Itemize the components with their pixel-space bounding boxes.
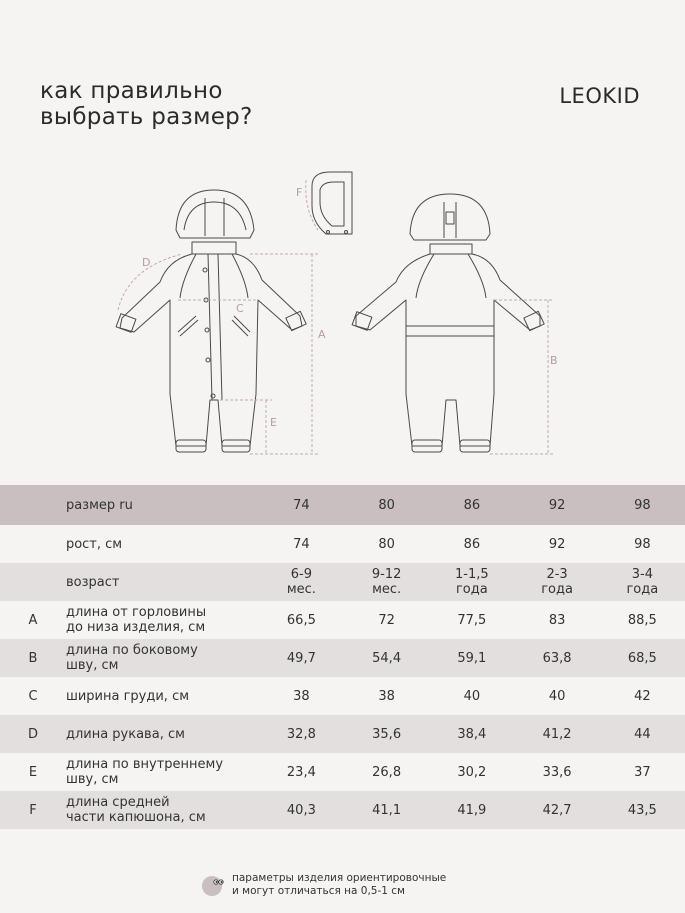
row-parameter: длина средней части капюшона, см — [66, 791, 259, 829]
page-title — [40, 78, 253, 130]
table-cell: 74 — [259, 485, 344, 525]
disclaimer-note — [200, 872, 446, 898]
label-D: D — [142, 256, 151, 269]
size-table — [0, 485, 685, 829]
table-cell: 38 — [259, 677, 344, 715]
row-parameter: длина по внутреннему шву, см — [66, 753, 259, 791]
row-parameter: длина по боковому шву, см — [66, 639, 259, 677]
table-cell: 92 — [514, 485, 599, 525]
table-cell: 23,4 — [259, 753, 344, 791]
row-parameter: возраст — [66, 563, 259, 601]
table-cell: 44 — [600, 715, 685, 753]
table-cell: 77,5 — [429, 601, 514, 639]
table-cell: 35,6 — [344, 715, 429, 753]
table-row — [0, 485, 685, 525]
table-cell: 42,7 — [514, 791, 599, 829]
table-cell: 86 — [429, 525, 514, 563]
table-cell: 26,8 — [344, 753, 429, 791]
row-parameter: длина от горловины до низа изделия, см — [66, 601, 259, 639]
note-line-2: и могут отличаться на 0,5-1 см — [232, 885, 405, 897]
row-letter: D — [0, 715, 66, 753]
row-letter — [0, 485, 66, 525]
table-cell: 33,6 — [514, 753, 599, 791]
table-row — [0, 753, 685, 791]
jumpsuit-illustration — [0, 150, 685, 480]
row-letter: A — [0, 601, 66, 639]
table-cell: 74 — [259, 525, 344, 563]
title-line-1: как правильно — [40, 78, 223, 104]
row-parameter: рост, см — [66, 525, 259, 563]
table-cell: 37 — [600, 753, 685, 791]
row-letter — [0, 563, 66, 601]
table-cell: 92 — [514, 525, 599, 563]
table-row — [0, 601, 685, 639]
label-B: B — [550, 354, 558, 367]
table-cell: 83 — [514, 601, 599, 639]
row-parameter: ширина груди, см — [66, 677, 259, 715]
label-C: C — [236, 302, 244, 315]
table-cell: 43,5 — [600, 791, 685, 829]
table-cell: 88,5 — [600, 601, 685, 639]
table-cell: 80 — [344, 525, 429, 563]
table-cell: 2-3 года — [514, 563, 599, 601]
table-cell: 66,5 — [259, 601, 344, 639]
table-cell: 98 — [600, 485, 685, 525]
label-A: A — [318, 328, 326, 341]
table-row — [0, 791, 685, 829]
row-letter: E — [0, 753, 66, 791]
table-cell: 42 — [600, 677, 685, 715]
table-cell: 86 — [429, 485, 514, 525]
row-parameter: размер ru — [66, 485, 259, 525]
title-line-2: выбрать размер? — [40, 104, 253, 130]
table-cell: 6-9 мес. — [259, 563, 344, 601]
table-cell: 54,4 — [344, 639, 429, 677]
row-letter — [0, 525, 66, 563]
table-cell: 3-4 года — [600, 563, 685, 601]
label-E: E — [270, 416, 277, 429]
table-cell: 1-1,5 года — [429, 563, 514, 601]
row-letter: B — [0, 639, 66, 677]
table-cell: 38,4 — [429, 715, 514, 753]
table-row — [0, 563, 685, 601]
table-cell: 63,8 — [514, 639, 599, 677]
label-F: F — [296, 186, 303, 199]
table-cell: 41,2 — [514, 715, 599, 753]
mascot-icon — [200, 873, 224, 897]
table-cell: 41,1 — [344, 791, 429, 829]
table-cell: 9-12 мес. — [344, 563, 429, 601]
table-cell: 59,1 — [429, 639, 514, 677]
row-letter: C — [0, 677, 66, 715]
row-parameter: длина рукава, см — [66, 715, 259, 753]
note-line-1: параметры изделия ориентировочные — [232, 872, 447, 884]
brand-logo: LEOKID — [559, 84, 640, 108]
table-row — [0, 525, 685, 563]
table-row — [0, 677, 685, 715]
table-cell: 41,9 — [429, 791, 514, 829]
table-row — [0, 639, 685, 677]
table-cell: 40 — [429, 677, 514, 715]
table-cell: 40,3 — [259, 791, 344, 829]
table-cell: 49,7 — [259, 639, 344, 677]
table-cell: 30,2 — [429, 753, 514, 791]
table-row — [0, 715, 685, 753]
table-cell: 72 — [344, 601, 429, 639]
row-letter: F — [0, 791, 66, 829]
table-cell: 80 — [344, 485, 429, 525]
table-cell: 32,8 — [259, 715, 344, 753]
table-cell: 68,5 — [600, 639, 685, 677]
table-cell: 40 — [514, 677, 599, 715]
table-cell: 98 — [600, 525, 685, 563]
table-cell: 38 — [344, 677, 429, 715]
